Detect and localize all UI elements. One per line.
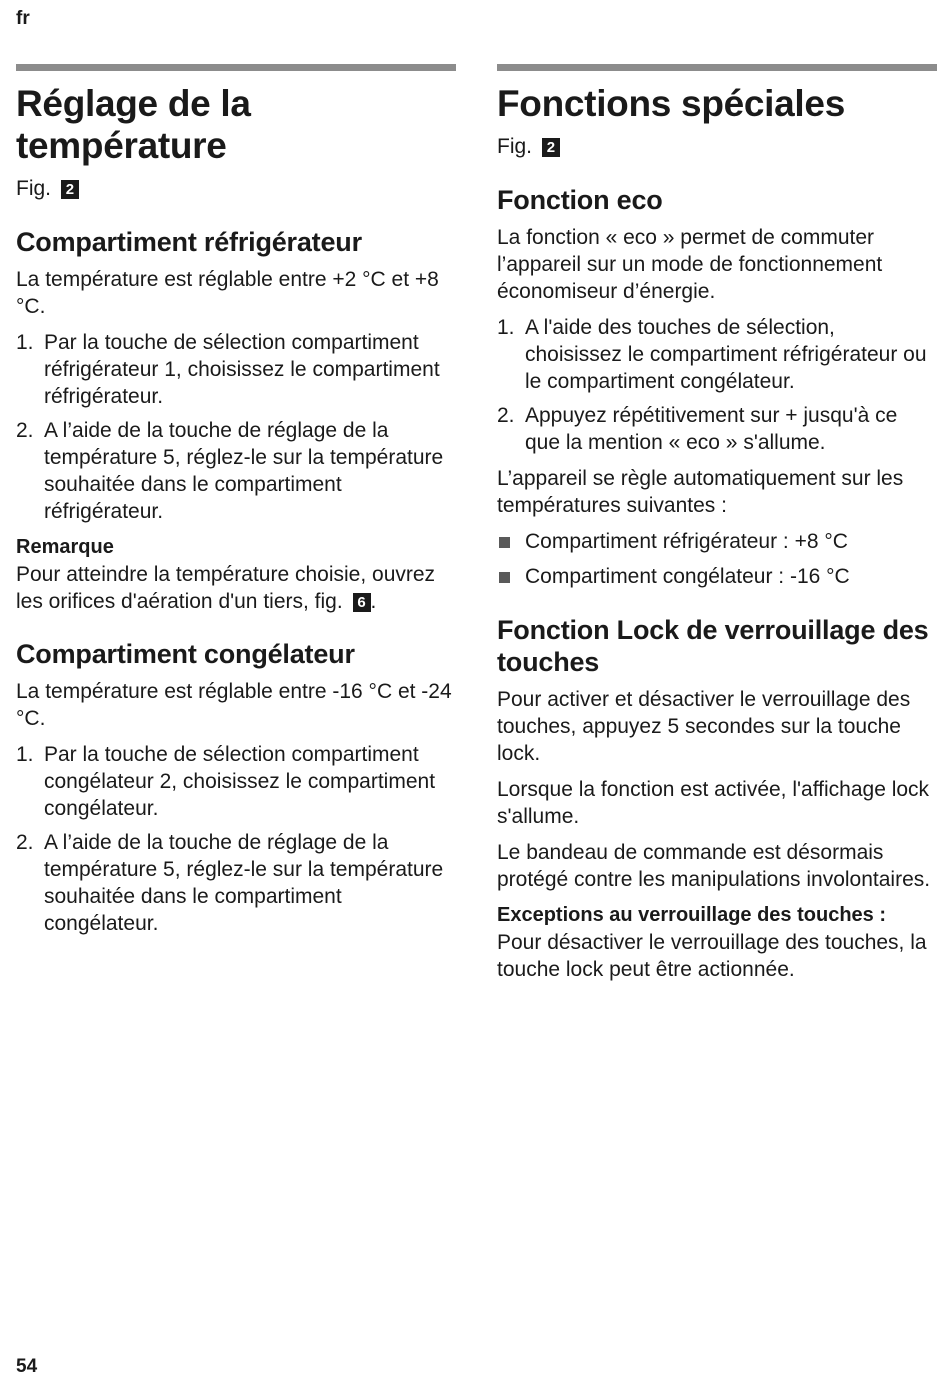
list-item: [16, 829, 456, 937]
step-text: Par la touche de sélection compartiment congélateur 2, choisissez le compartiment congélateur.: [44, 743, 436, 820]
left-column: [16, 64, 456, 946]
fridge-intro: La température est réglable entre +2 °C et +8 °C.: [16, 268, 439, 318]
right-column: [497, 64, 937, 992]
list-item: [497, 402, 937, 456]
step-text: Appuyez répétitivement sur + jusqu'à ce que la mention « eco » s'allume.: [525, 404, 898, 454]
bullet-text: Compartiment réfrigérateur : +8 °C: [525, 530, 848, 553]
square-bullet-icon: [499, 537, 510, 548]
section-title-temperature: Réglage de la température: [16, 83, 251, 166]
list-item: [497, 563, 937, 590]
step-number: 2.: [16, 419, 34, 442]
note-text: Pour atteindre la température choisie, ouvrez les orifices d'aération d'un tiers, fig. 6 .: [16, 563, 436, 613]
exceptions-text: Pour désactiver le verrouillage des touches, la touche lock peut être actionnée.: [497, 931, 927, 981]
step-text: Par la touche de sélection compartiment réfrigérateur 1, choisissez le compartiment réfrigérateur.: [44, 331, 440, 408]
square-bullet-icon: [499, 572, 510, 583]
step-number: 2.: [497, 404, 515, 427]
step-number: 2.: [16, 831, 34, 854]
section-rule: [497, 64, 937, 71]
heading-eco-function: Fonction eco: [497, 185, 663, 215]
step-text: A l’aide de la touche de réglage de la température 5, réglez-le sur la température souhaitée dans le compartiment congélateur.: [44, 831, 444, 935]
figure-number-badge: 6: [353, 593, 371, 612]
exceptions-heading: Exceptions au verrouillage des touches :: [497, 904, 887, 926]
figure-number-badge: 2: [61, 180, 79, 199]
figure-reference: [497, 133, 937, 160]
step-number: 1.: [16, 743, 34, 766]
step-number: 1.: [16, 331, 34, 354]
heading-lock-function: Fonction Lock de verrouillage des touches: [497, 615, 929, 677]
step-text: A l'aide des touches de sélection, choisissez le compartiment réfrigérateur ou le compartiment congélateur.: [525, 316, 927, 393]
heading-fridge-compartment: Compartiment réfrigérateur: [16, 227, 362, 257]
list-item: [497, 528, 937, 555]
eco-intro: La fonction « eco » permet de commuter l’appareil sur un mode de fonctionnement économiseur d’énergie.: [497, 226, 883, 303]
fridge-steps: [16, 329, 456, 525]
freezer-intro: La température est réglable entre -16 °C et -24 °C.: [16, 680, 452, 730]
figure-number-badge: 2: [542, 138, 560, 157]
lock-paragraph-3: Le bandeau de commande est désormais protégé contre les manipulations involontaires.: [497, 841, 931, 891]
figure-reference: [16, 175, 456, 202]
section-rule: [16, 64, 456, 71]
step-text: A l’aide de la touche de réglage de la température 5, réglez-le sur la température souhaitée dans le compartiment réfrigérateur.: [44, 419, 444, 523]
page-number: 54: [16, 1356, 38, 1377]
lock-paragraph-1: Pour activer et désactiver le verrouillage des touches, appuyez 5 secondes sur la touche lock.: [497, 688, 911, 765]
note-heading: Remarque: [16, 536, 114, 558]
list-item: [16, 329, 456, 410]
note-body: Pour atteindre la température choisie, ouvrez les orifices d'aération d'un tiers, fig.: [16, 563, 436, 613]
figure-label: Fig.: [16, 177, 52, 200]
figure-label: Fig.: [497, 135, 533, 158]
eco-result: L’appareil se règle automatiquement sur les températures suivantes :: [497, 467, 904, 517]
list-item: [16, 741, 456, 822]
eco-temperatures: [497, 528, 937, 590]
bullet-text: Compartiment congélateur : -16 °C: [525, 565, 850, 588]
freezer-steps: [16, 741, 456, 937]
language-tag: fr: [16, 8, 30, 29]
list-item: [497, 314, 937, 395]
eco-steps: [497, 314, 937, 456]
section-title-special-functions: Fonctions spéciales: [497, 83, 845, 124]
step-number: 1.: [497, 316, 515, 339]
lock-paragraph-2: Lorsque la fonction est activée, l'affichage lock s'allume.: [497, 778, 930, 828]
heading-freezer-compartment: Compartiment congélateur: [16, 639, 355, 669]
list-item: [16, 417, 456, 525]
